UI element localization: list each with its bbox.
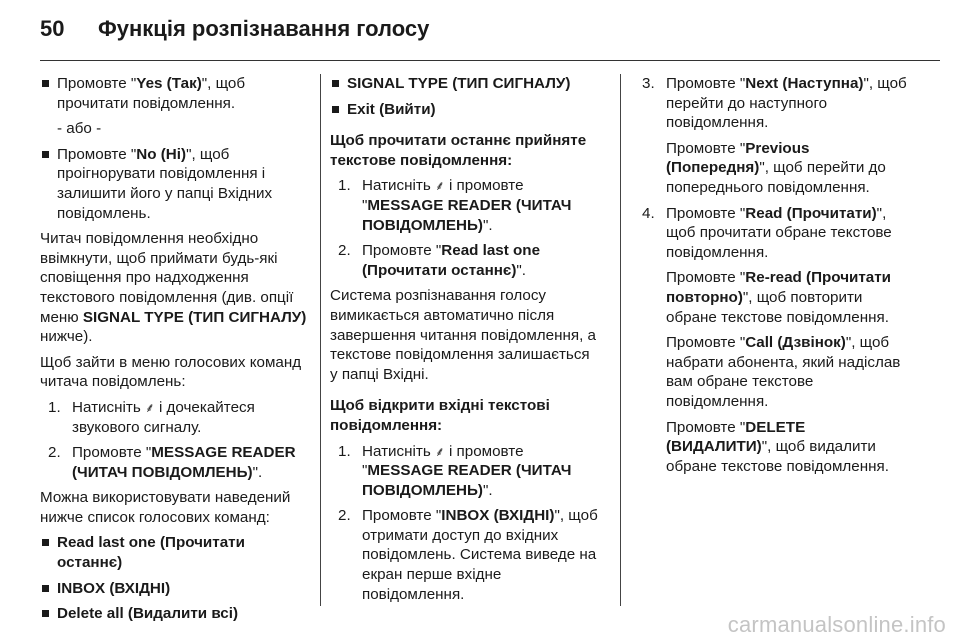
step: 2. Промовте "Read last one (Прочитати останнє)". — [338, 242, 541, 279]
paragraph: Щоб зайти в меню голосових команд читача повідомлень: — [40, 353, 302, 391]
list-item: Промовте "Yes (Так)", щоб прочитати повідомлення. — [40, 74, 308, 113]
step-note: Промовте "DELETE (ВИДАЛИТИ)", щоб видалити обране текстове повідомлення. — [666, 418, 889, 475]
step: 3. Промовте "Next (Наступна)", щоб перейти до наступного повідомлення. — [642, 75, 907, 132]
voice-button-icon: ⸙ — [434, 178, 445, 194]
paragraph: Система розпізнавання голосу вимикається автоматично після завершення читання повідомлення, а текстове повідомлення залишається у папці Вхідні. — [330, 287, 596, 383]
voice-command: Read last one (Прочитати останнє) — [362, 242, 541, 279]
voice-command: Previous (Попередня) — [666, 139, 810, 177]
paragraph: Читач повідомлення необхідно ввімкнути, щоб приймати будь-які сповіщення про надходження текстового повідомлення (див. опції меню SIGNAL TYPE (ТИП СИГНАЛУ) нижче). — [40, 230, 307, 346]
step-note: Промовте "Previous (Попередня)", щоб перейти до попереднього повідомлення. — [666, 139, 886, 196]
column-1 — [40, 74, 308, 630]
step: 1. Натисніть ⸙ і промовте "MESSAGE READER (ЧИТАЧ ПОВІДОМЛЕНЬ)". — [338, 442, 572, 499]
header-rule — [40, 60, 940, 61]
step: 2. Промовте "MESSAGE READER (ЧИТАЧ ПОВІДОМЛЕНЬ)". — [48, 444, 296, 481]
list-item: Промовте "No (Ні)", щоб проігнорувати повідомлення і залишити його у папці Вхідних повідомлень. — [40, 145, 308, 223]
page-title: Функція розпізнавання голосу — [98, 16, 430, 41]
section-heading: Щоб відкрити вхідні текстові повідомлення: — [330, 397, 550, 434]
list-item: SIGNAL TYPE (ТИП СИГНАЛУ) — [330, 74, 600, 94]
paragraph: Можна використовувати наведений нижче список голосових команд: — [40, 489, 291, 526]
voice-button-icon: ⸙ — [434, 443, 445, 459]
voice-command: Next (Наступна) — [745, 75, 864, 92]
column-divider — [620, 74, 621, 606]
voice-command: Call (Дзвінок) — [745, 334, 846, 352]
step-note: Промовте "Re-read (Прочитати повторно)", щоб повторити обране текстове повідомлення. — [666, 269, 892, 326]
watermark: carmanualsonline.info — [727, 612, 946, 637]
list-item: Read last one (Прочитати останнє) — [40, 533, 308, 572]
voice-command: Yes (Так) — [136, 75, 202, 92]
voice-command: MESSAGE READER (ЧИТАЧ ПОВІДОМЛЕНЬ) — [72, 444, 296, 481]
step: 4. Промовте "Read (Прочитати)", щоб прочитати обране текстове повідомлення. — [642, 204, 892, 261]
voice-command: DELETE (ВИДАЛИТИ) — [666, 418, 806, 456]
list-item: Exit (Вийти) — [330, 100, 600, 120]
section-heading: Щоб прочитати останнє прийняте текстове повідомлення: — [330, 132, 587, 169]
voice-command: INBOX (ВХІДНІ) — [441, 507, 555, 525]
voice-command: MESSAGE READER (ЧИТАЧ ПОВІДОМЛЕНЬ) — [362, 462, 572, 499]
menu-option: SIGNAL TYPE (ТИП СИГНАЛУ) — [82, 308, 307, 326]
voice-button-icon: ⸙ — [144, 399, 155, 415]
or-separator: - або - — [57, 120, 102, 138]
voice-command: No (Ні) — [136, 145, 187, 163]
voice-command: MESSAGE READER (ЧИТАЧ ПОВІДОМЛЕНЬ) — [362, 196, 572, 234]
column-2 — [330, 74, 600, 610]
voice-command: Re-read (Прочитати повторно) — [666, 269, 892, 306]
page-header — [40, 16, 429, 48]
voice-command: Read (Прочитати) — [745, 204, 877, 222]
step: 1. Натисніть ⸙ і дочекайтеся звукового сигналу. — [48, 398, 255, 436]
step: 1. Натисніть ⸙ і промовте "MESSAGE READER (ЧИТАЧ ПОВІДОМЛЕНЬ)". — [338, 177, 572, 234]
page-number: 50 — [40, 16, 65, 41]
column-3 — [642, 74, 912, 482]
step-note: Промовте "Call (Дзвінок)", щоб набрати абонента, який надіслав вам обране текстове повідомлення. — [666, 334, 901, 410]
list-item: Delete all (Видалити всі) — [40, 604, 308, 624]
column-divider — [320, 74, 321, 606]
list-item: INBOX (ВХІДНІ) — [40, 579, 308, 599]
step: 2. Промовте "INBOX (ВХІДНІ)", щоб отримати доступ до вхідних повідомлень. Система виведе на екран перше вхідне повідомлення. — [338, 507, 598, 603]
